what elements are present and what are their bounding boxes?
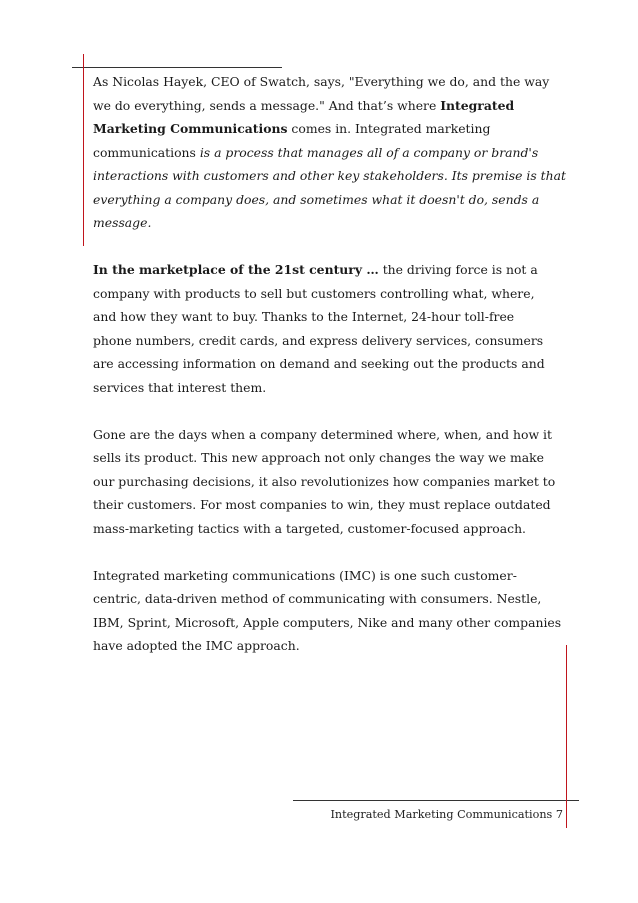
text-run: their customers. For most companies to win, they must replace outdated (93, 497, 551, 512)
text-run: have adopted the IMC approach. (93, 638, 300, 653)
text-run: phone numbers, credit cards, and express delivery services, consumers (93, 332, 544, 348)
text-line (93, 329, 543, 353)
text-line (93, 164, 566, 188)
text-run: our purchasing decisions, it also revolutionizes how companies market to (93, 473, 556, 489)
text-line (93, 211, 543, 235)
text-line (93, 376, 543, 400)
text-line (93, 352, 543, 376)
italic-text: everything a company does, and sometimes what it doesn't do, sends a (93, 191, 540, 207)
text-run: Gone are the days when a company determined where, when, and how it (93, 426, 552, 442)
paragraph (93, 258, 543, 399)
text-line (93, 611, 562, 635)
text-run: centric, data-driven method of communicating with consumers. Nestle, (93, 591, 542, 606)
footer-title: Integrated Marketing Communications (330, 808, 553, 821)
paragraph (93, 70, 566, 235)
italic-text: interactions with customers and other key stakeholders. Its premise is that (93, 168, 566, 183)
text-line (93, 493, 551, 517)
text-line (93, 517, 543, 541)
bottom-vertical-accent-rule (566, 645, 567, 828)
text-line (93, 188, 543, 212)
text-line (93, 117, 543, 141)
text-line (93, 305, 543, 329)
bold-text: In the marketplace of the 21st century … (93, 262, 379, 277)
text-line (93, 258, 543, 282)
paragraph (93, 423, 556, 541)
text-run: and how they want to buy. Thanks to the Internet, 24-hour toll-free (93, 309, 515, 324)
body-text (93, 70, 566, 681)
text-run: we do everything, sends a message." And that’s where (93, 97, 441, 113)
text-line (93, 634, 543, 658)
top-horizontal-rule (72, 67, 282, 68)
text-run: Integrated marketing communications (IMC) is one such customer- (93, 567, 517, 583)
text-line (93, 94, 543, 118)
italic-text: message. (93, 215, 152, 230)
text-run: the driving force is not a (378, 262, 538, 277)
page-footer (293, 805, 563, 825)
bold-text: Integrated (440, 97, 515, 113)
bottom-horizontal-rule (293, 800, 579, 801)
italic-text: is a process that manages all of a company or brand's (199, 144, 539, 160)
text-line (93, 564, 543, 588)
text-run: comes in. Integrated marketing (287, 121, 491, 136)
text-run: sells its product. This new approach not only changes the way we make (93, 450, 544, 465)
text-run: services that interest them. (93, 379, 267, 395)
page-number: 7 (555, 808, 563, 821)
text-line (93, 423, 552, 447)
text-run: are accessing information on demand and seeking out the products and (93, 356, 545, 371)
text-line (93, 446, 543, 470)
text-line (93, 470, 556, 494)
text-run: As Nicolas Hayek, CEO of Swatch, says, "Everything we do, and the way (93, 74, 550, 89)
text-line (93, 141, 543, 165)
paragraph (93, 564, 562, 658)
text-run: IBM, Sprint, Microsoft, Apple computers, Nike and many other companies (93, 614, 562, 630)
text-line (93, 282, 543, 306)
text-line (93, 587, 543, 611)
text-run: company with products to sell but customers controlling what, where, (93, 285, 535, 301)
text-line (93, 70, 550, 94)
bold-text: Marketing Communications (93, 121, 288, 136)
text-run: communications (93, 144, 200, 160)
top-vertical-accent-rule (83, 54, 84, 246)
text-run: mass-marketing tactics with a targeted, customer-focused approach. (93, 520, 527, 536)
